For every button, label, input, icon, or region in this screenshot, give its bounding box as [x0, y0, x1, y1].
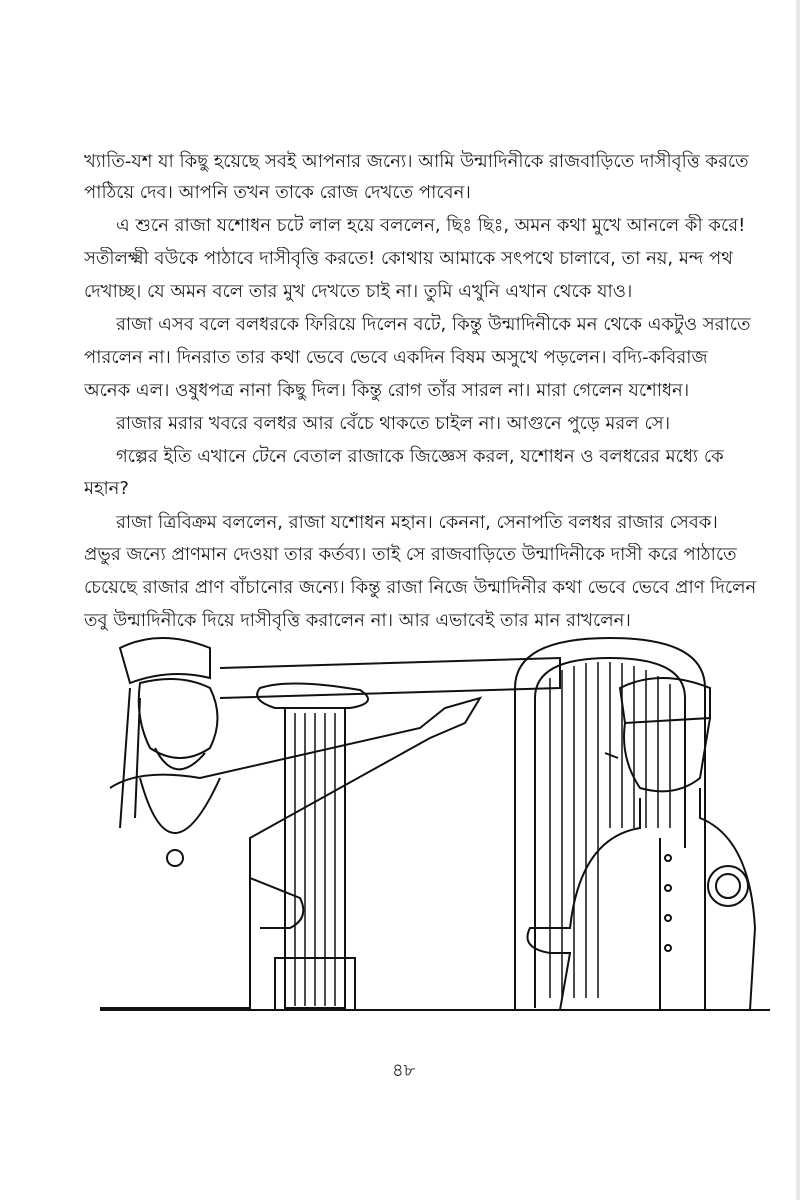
- text-line: গল্পের ইতি এখানে টেনে বেতাল রাজাকে জিজ্ঞেস করল, যশোধন ও বলধরের মধ্যে কে: [116, 446, 724, 467]
- arched-window: [515, 638, 705, 1010]
- text-line: এ শুনে রাজা যশোধন চটে লাল হয়ে বললেন, ছিঃ ছিঃ, অমন কথা মুখে আনলে কী করে!: [116, 215, 746, 236]
- text-line: সতীলক্ষ্মী বউকে পাঠাবে দাসীবৃত্তি করতে! কোথায় আমাকে সৎপথে চালাবে, তা নয়, মন্দ পথ: [84, 248, 733, 269]
- text-line: খ্যাতি-যশ যা কিছু হয়েছে সবই আপনার জন্যে। আমি উন্মাদিনীকে রাজবাড়িতে দাসীবৃত্তি করতে: [84, 151, 749, 172]
- text-line: রাজা এসব বলে বলধরকে ফিরিয়ে দিলেন বটে, কিন্তু উন্মাদিনীকে মন থেকে একটুও সরাতে: [116, 314, 751, 335]
- text-line: পারলেন না। দিনরাত তার কথা ভেবে ভেবে একদিন বিষম অসুখে পড়লেন। বদ্যি-কবিরাজ: [84, 347, 708, 368]
- text-line: অনেক এল। ওষুধপত্র নানা কিছু দিল। কিন্তু রোগ তাঁর সারল না। মারা গেলেন যশোধন।: [84, 380, 690, 401]
- text-line: চেয়েছে রাজার প্রাণ বাঁচানোর জন্যে। কিন্তু রাজা নিজে উন্মাদিনীর কথা ভেবে ভেবে প্রাণ দিলেন: [84, 577, 757, 598]
- illustration-king-and-general: [100, 628, 770, 1023]
- text-line: দেখাচ্ছ। যে অমন বলে তার মুখ দেখতে চাই না। তুমি এখুনি এখান থেকে যাও।: [84, 281, 633, 302]
- text-line: পাঠিয়ে দেব। আপনি তখন তাকে রোজ দেখতে পাবেন।: [84, 182, 471, 203]
- wall-beam: [220, 658, 560, 698]
- pillar: [257, 683, 368, 1010]
- text-line: রাজা ত্রিবিক্রম বললেন, রাজা যশোধন মহান। কেননা, সেনাপতি বলধর রাজার সেবক।: [116, 512, 718, 533]
- page-number: ৪৮: [392, 1060, 416, 1081]
- text-line: তবু উন্মাদিনীকে দিয়ে দাসীবৃত্তি করালেন না। আর এভাবেই তার মান রাখলেন।: [84, 610, 631, 631]
- king-figure: [100, 638, 480, 1008]
- text-line: রাজার মরার খবরে বলধর আর বেঁচে থাকতে চাইল না। আগুনে পুড়ে মরল সে।: [116, 413, 671, 434]
- text-line: প্রভুর জন্যে প্রাণমান দেওয়া তার কর্তব্য। তাই সে রাজবাড়িতে উন্মাদিনীকে দাসী করে পাঠাতে: [84, 544, 737, 565]
- page-edge: [796, 0, 800, 1200]
- text-line: মহান?: [84, 478, 129, 499]
